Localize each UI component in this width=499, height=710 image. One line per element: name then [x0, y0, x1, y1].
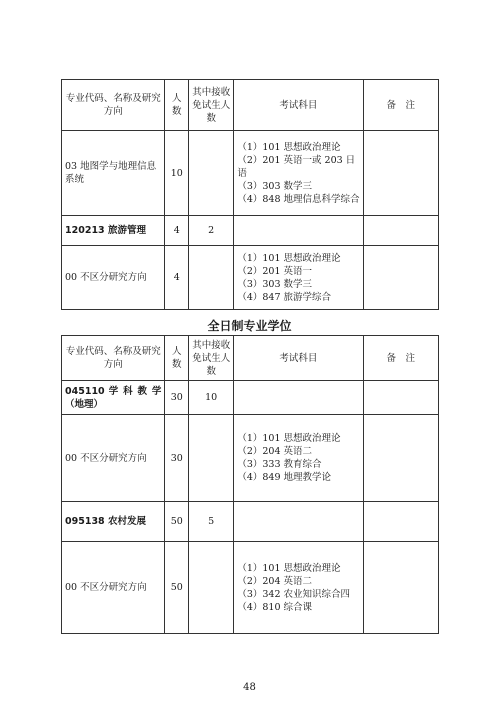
subject-line: （3）333 教育综合: [237, 459, 322, 470]
count-cell: 30: [165, 381, 189, 415]
subject-line: （4）847 旅游学综合: [237, 291, 332, 303]
subject-line: （1）101 思想政治理论: [237, 141, 341, 153]
subjects-cell: [234, 415, 363, 502]
header-remark: 备 注: [363, 80, 438, 131]
subjects-cell: [234, 381, 363, 415]
table-row: [62, 502, 439, 542]
major-cell: 00 不区分研究方向: [62, 415, 165, 502]
table-row: [62, 381, 439, 415]
remark-cell: [363, 502, 438, 542]
header-exempt: 其中接收免试生人数: [189, 80, 234, 131]
subject-line: （2）201 英语一: [237, 265, 313, 277]
table-row: [62, 216, 439, 246]
header-count: 人数: [165, 80, 189, 131]
exempt-cell: [189, 542, 234, 634]
major-cell: 095138 农村发展: [62, 502, 165, 542]
exempt-cell: 2: [189, 216, 234, 246]
subject-line: （3）303 数学三: [237, 180, 313, 192]
major-cell: 03 地图学与地理信息系统: [62, 131, 165, 216]
header-subjects: 考试科目: [234, 336, 363, 381]
subjects-cell: [234, 502, 363, 542]
table-header-row: [62, 336, 439, 381]
header-major: 专业代码、名称及研究方向: [62, 336, 165, 381]
subject-line: （4）810 综合课: [237, 601, 313, 613]
count-cell: 50: [165, 542, 189, 634]
table-row: [62, 542, 439, 634]
subject-line: （3）342 农业知识综合四: [237, 588, 351, 600]
subject-line: （4）849 地理教学论: [237, 472, 332, 483]
count-cell: 50: [165, 502, 189, 542]
exempt-cell: 10: [189, 381, 234, 415]
header-count: 人数: [165, 336, 189, 381]
remark-cell: [363, 216, 438, 246]
major-cell: 00 不区分研究方向: [62, 542, 165, 634]
section-title: 全日制专业学位: [207, 319, 292, 333]
exempt-cell: [189, 131, 234, 216]
subject-line: （2）204 英语二: [237, 446, 313, 457]
table-header-row: [62, 80, 439, 131]
remark-cell: [363, 246, 438, 310]
subjects-cell: [234, 246, 363, 310]
subjects-cell: [234, 131, 363, 216]
subject-line: （2）204 英语二: [237, 575, 313, 587]
subjects-cell: [234, 216, 363, 246]
table-row: [62, 131, 439, 216]
table-row: [62, 246, 439, 310]
subject-line: （1）101 思想政治理论: [237, 252, 341, 264]
admission-table-academic: [61, 79, 439, 310]
remark-cell: [363, 381, 438, 415]
count-cell: 10: [165, 131, 189, 216]
remark-cell: [363, 542, 438, 634]
major-cell: 00 不区分研究方向: [62, 246, 165, 310]
subjects-cell: [234, 542, 363, 634]
exempt-cell: [189, 246, 234, 310]
count-cell: 4: [165, 216, 189, 246]
exempt-cell: [189, 415, 234, 502]
subject-line: （1）101 思想政治理论: [237, 433, 341, 444]
subject-line: （1）101 思想政治理论: [237, 562, 341, 574]
table-row: [62, 415, 439, 502]
page-number: 48: [243, 682, 256, 693]
admission-table-professional: [61, 335, 439, 634]
remark-cell: [363, 415, 438, 502]
subject-line: （3）303 数学三: [237, 278, 313, 290]
subject-line: （4）848 地理信息科学综合: [237, 193, 360, 205]
header-subjects: 考试科目: [234, 80, 363, 131]
major-cell: 045110 学 科 教 学（地理）: [62, 381, 165, 415]
subject-line: （2）201 英语一或 203 日语: [237, 154, 356, 179]
header-exempt: 其中接收免试生人数: [189, 336, 234, 381]
count-cell: 30: [165, 415, 189, 502]
major-cell: 120213 旅游管理: [62, 216, 165, 246]
remark-cell: [363, 131, 438, 216]
exempt-cell: 5: [189, 502, 234, 542]
header-major: 专业代码、名称及研究方向: [62, 80, 165, 131]
count-cell: 4: [165, 246, 189, 310]
header-remark: 备 注: [363, 336, 438, 381]
